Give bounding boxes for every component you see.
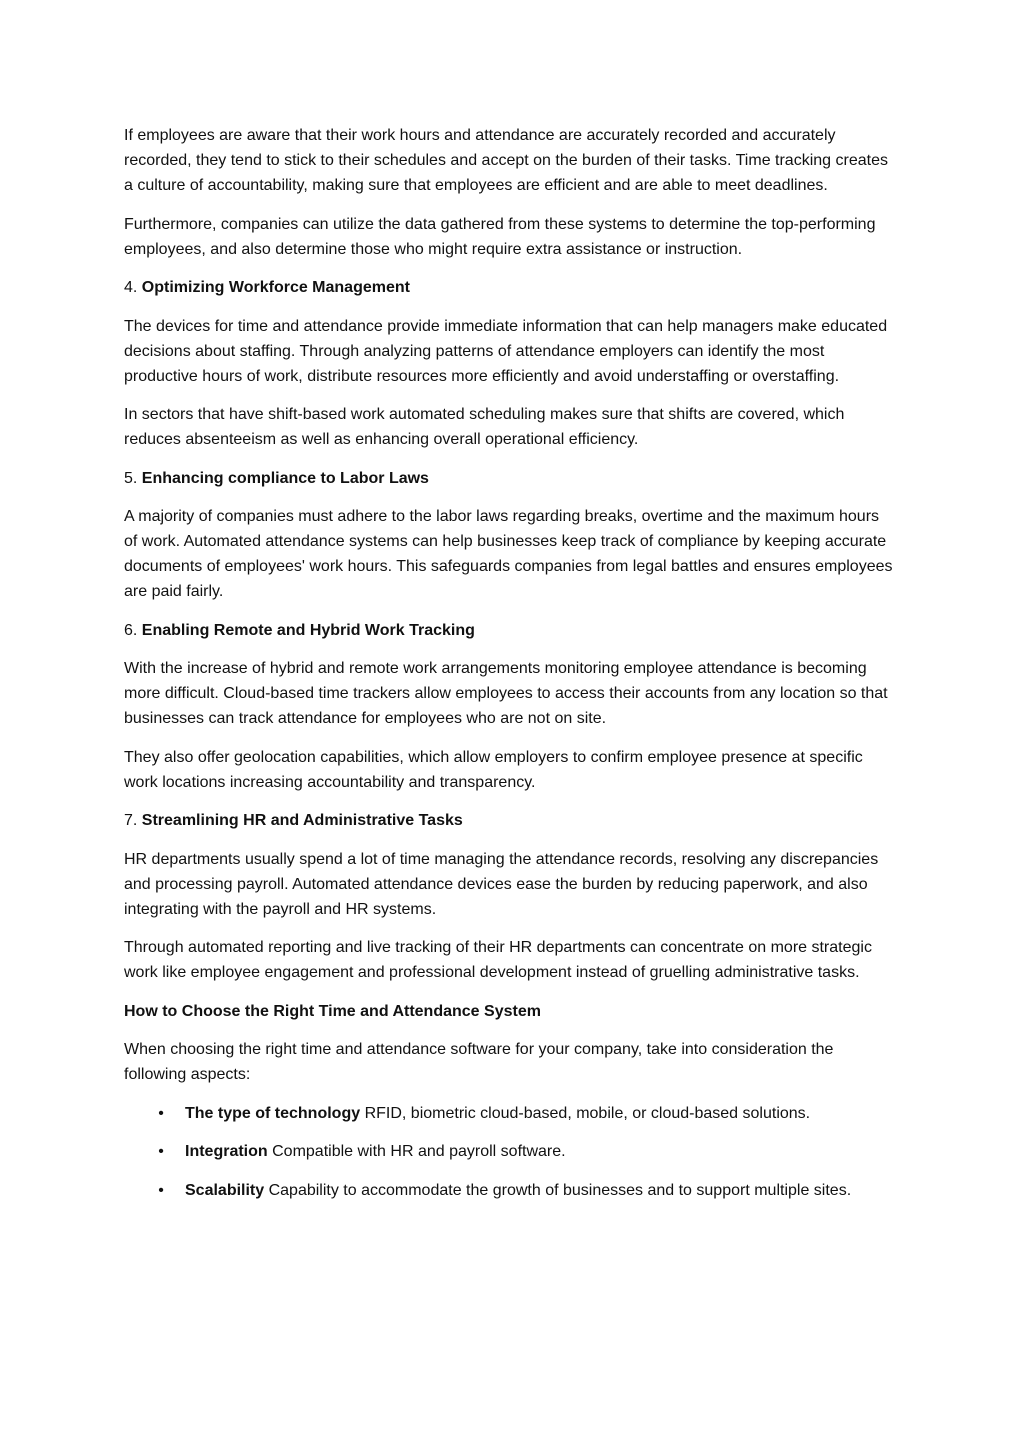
- paragraph-top-performers: Furthermore, companies can utilize the data gathered from these systems to determine the top-performing employees, and also determine those who might require extra assistance or instruction.: [124, 215, 876, 258]
- bullet-icon: •: [158, 1104, 164, 1122]
- paragraph-remote-work: With the increase of hybrid and remote work arrangements monitoring employee attendance is becoming more difficult. Cloud-based time trackers allow employees to access their accounts from any location so that businesses can track attendance for employees who are not on site.: [124, 660, 888, 727]
- list-item: [124, 1139, 896, 1164]
- section-heading-6: [124, 618, 896, 643]
- paragraph-accountability: If employees are aware that their work hours and attendance are accurately recorded and accurately recorded, they tend to stick to their schedules and accept on the burden of their tasks. Time tracking creates a culture of accountability, making sure that employees are efficient and are able to meet deadlines.: [124, 127, 888, 194]
- paragraph-choosing-aspects: When choosing the right time and attendance software for your company, take into consideration the following aspects:: [124, 1041, 834, 1083]
- paragraph-hr-records: HR departments usually spend a lot of time managing the attendance records, resolving any discrepancies and processing payroll. Automated attendance devices ease the burden by reducing paperwork, and also integrating with the payroll and HR systems.: [124, 850, 879, 918]
- list-item: [124, 1101, 896, 1126]
- section-title: Optimizing Workforce Management: [141, 279, 410, 296]
- paragraph-geolocation: They also offer geolocation capabilities, which allow employers to confirm employee presence at specific work locations increasing accountability and transparency.: [124, 748, 863, 791]
- list-item-term: The type of technology: [185, 1104, 361, 1122]
- list-item-term: Integration: [185, 1143, 268, 1160]
- paragraph-labor-laws: A majority of companies must adhere to the labor laws regarding breaks, overtime and the maximum hours of work. Automated attendance systems can help businesses keep track of compliance by keeping accurate documents of employees' work hours. This safeguards companies from legal battles and ensures employees are paid fairly.: [124, 508, 893, 600]
- section-heading-choose-system: How to Choose the Right Time and Attendance System: [124, 1002, 541, 1020]
- section-number: 5.: [124, 469, 138, 487]
- list-item-text: RFID, biometric cloud-based, mobile, or cloud-based solutions.: [360, 1104, 811, 1122]
- section-title: Enabling Remote and Hybrid Work Tracking: [141, 621, 475, 639]
- paragraph-shift-scheduling: In sectors that have shift-based work automated scheduling makes sure that shifts are covered, which reduces absenteeism as well as enhancing overall operational efficiency.: [124, 406, 845, 448]
- section-title: Streamlining HR and Administrative Tasks: [141, 812, 463, 829]
- section-number: 7.: [124, 812, 138, 829]
- bullet-icon: •: [158, 1143, 164, 1160]
- document-body: [124, 123, 896, 1216]
- section-heading-7: [124, 808, 896, 833]
- section-number: 4.: [124, 279, 138, 296]
- section-number: 6.: [124, 621, 138, 639]
- section-title: Enhancing compliance to Labor Laws: [141, 469, 429, 487]
- section-heading-5: [124, 466, 896, 491]
- list-item-text: Capability to accommodate the growth of businesses and to support multiple sites.: [264, 1181, 852, 1199]
- bullet-icon: •: [158, 1181, 164, 1199]
- paragraph-workforce-data: The devices for time and attendance provide immediate information that can help managers make educated decisions about staffing. Through analyzing patterns of attendance employers can identify the most productive hours of work, distribute resources more efficiently and avoid understaffing or overstaffing.: [124, 317, 888, 385]
- paragraph-hr-reporting: Through automated reporting and live tracking of their HR departments can concentrate on more strategic work like employee engagement and professional development instead of gruelling administrative tasks.: [124, 939, 872, 981]
- aspects-list: [124, 1101, 896, 1203]
- list-item: [124, 1178, 896, 1203]
- section-heading-4: [124, 275, 896, 300]
- list-item-term: Scalability: [185, 1181, 265, 1199]
- list-item-text: Compatible with HR and payroll software.: [267, 1143, 566, 1160]
